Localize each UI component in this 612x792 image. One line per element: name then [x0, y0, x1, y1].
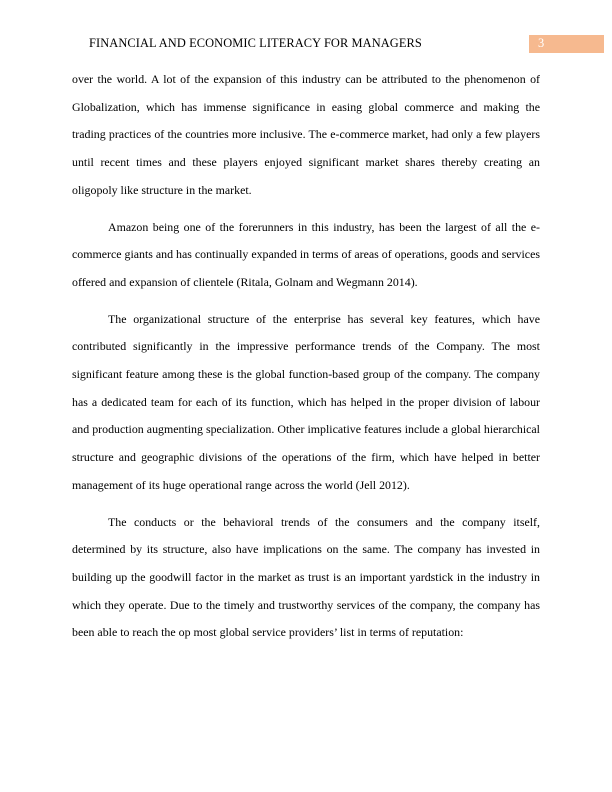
running-head: FINANCIAL AND ECONOMIC LITERACY FOR MANAGERS [89, 36, 422, 50]
page-header [0, 30, 612, 56]
page-number: 3 [538, 36, 545, 50]
paragraph-amazon-forerunner: Amazon being one of the forerunners in this industry, has been the largest of all the e-commerce giants and has continually expanded in terms of areas of operations, goods and services offered and expansion of clientele (Ritala, Golnam and Wegmann 2014). [72, 219, 540, 289]
paragraph-conducts: The conducts or the behavioral trends of the consumers and the company itself, determined by its structure, also have implications on the same. The company has invested in building up the goodwill factor in the market as trust is an important yardstick in the industry in which they operate. Due to the timely and trustworthy services of the company, the company has been able to reach the op most global service providers’ list in terms of reputation: [72, 514, 540, 640]
page-number-box [529, 35, 604, 53]
paragraph-organizational-structure: The organizational structure of the enterprise has several key features, which have contributed significantly in the impressive performance trends of the Company. The most significant feature among these is the global function-based group of the company. The company has a dedicated team for each of its function, which has helped in the proper division of labour and production augmenting specialization. Other implicative features include a global hierarchical structure and geographic divisions of the operations of the firm, which have helped in better management of its huge operational range across the world (Jell 2012). [72, 311, 540, 492]
paragraph-continuation: over the world. A lot of the expansion of this industry can be attributed to the phenomenon of Globalization, which has immense significance in easing global commerce and making the trading practices of the countries more inclusive. The e-commerce market, had only a few players until recent times and these players enjoyed significant market shares thereby creating an oligopoly like structure in the market. [72, 72, 540, 197]
document-body [72, 66, 540, 656]
